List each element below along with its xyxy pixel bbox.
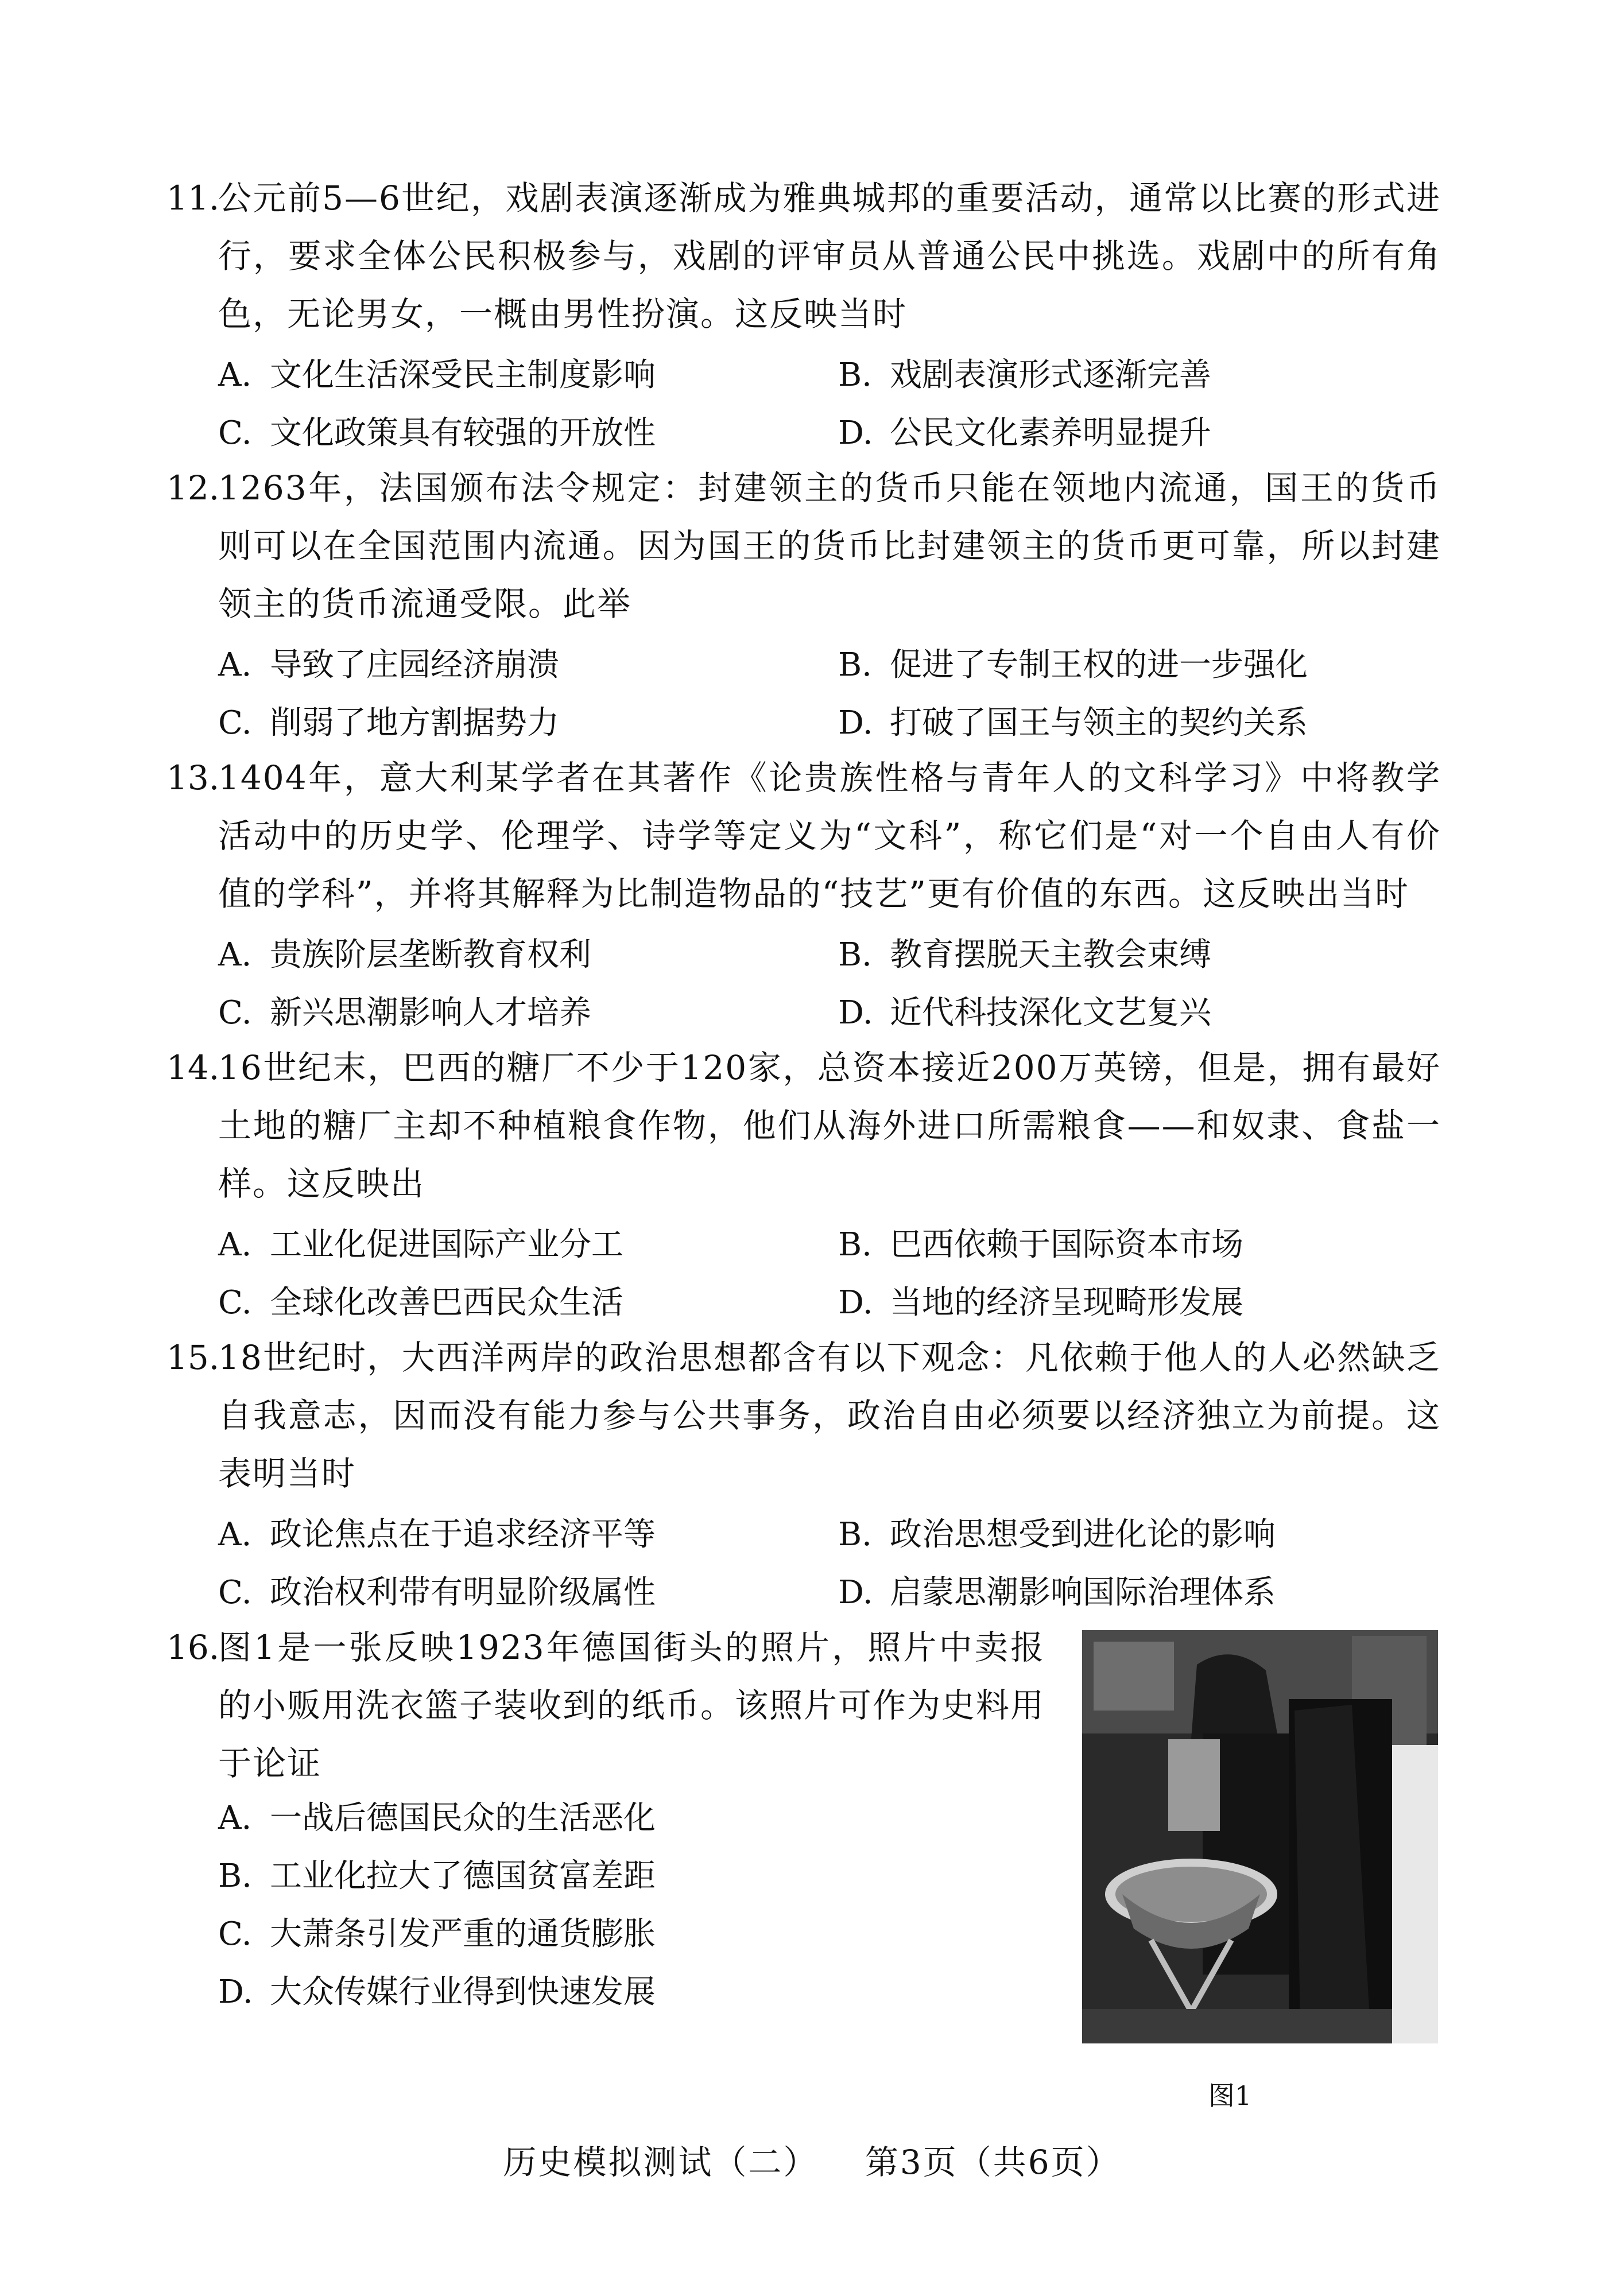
question-number: 12. — [166, 468, 220, 507]
option-c: C. 新兴思潮影响人才培养 — [218, 994, 591, 1031]
option-c: C. 大萧条引发严重的通货膨胀 — [218, 1915, 656, 1953]
question-14 — [166, 1039, 1441, 1329]
question-stem: 1263年，法国颁布法令规定：封建领主的货币只能在领地内流通，国王的货币则可以在全国范围内流通。因为国王的货币比封建领主的货币更可靠，所以封建领主的货币流通受限。此举 — [218, 468, 1441, 623]
option-c: C. 全球化改善巴西民众生活 — [218, 1283, 623, 1321]
question-15 — [166, 1329, 1441, 1619]
option-a: A. 文化生活深受民主制度影响 — [218, 356, 656, 394]
option-d: D. 启蒙思潮影响国际治理体系 — [838, 1573, 1276, 1611]
figure-caption: 图1 — [1208, 2080, 1252, 2111]
option-b: B. 教育摆脱天主教会束缚 — [838, 936, 1211, 974]
option-b: B. 戏剧表演形式逐渐完善 — [838, 356, 1211, 394]
option-list — [218, 343, 1441, 459]
question-stem: 1404年，意大利某学者在其著作《论贵族性格与青年人的文科学习》中将教学活动中的历史学、伦理学、诗学等定义为“文科”，称它们是“对一个自由人有价值的学科”，并将其解释为比制造物品的“技艺”更有价值的东西。这反映出当时 — [218, 758, 1441, 913]
option-c: C. 削弱了地方割据势力 — [218, 704, 559, 742]
option-d: D. 近代科技深化文艺复兴 — [838, 994, 1211, 1031]
question-number: 13. — [166, 758, 220, 797]
question-number: 14. — [166, 1048, 220, 1087]
newspaper-vendor-photo — [1082, 1630, 1438, 2043]
option-list — [218, 923, 1441, 1039]
option-d: D. 当地的经济呈现畸形发展 — [838, 1283, 1243, 1321]
option-b: B. 政治思想受到进化论的影响 — [838, 1515, 1276, 1553]
option-a: A. 政论焦点在于追求经济平等 — [218, 1515, 656, 1553]
page-number: 第3页（共6页） — [865, 2143, 1121, 2182]
question-stem: 公元前5—6世纪，戏剧表演逐渐成为雅典城邦的重要活动，通常以比赛的形式进行，要求全体公民积极参与，戏剧的评审员从普通公民中挑选。戏剧中的所有角色，无论男女，一概由男性扮演。这反映当时 — [218, 179, 1441, 333]
option-d: D. 大众传媒行业得到快速发展 — [218, 1973, 656, 2011]
question-stem: 16世纪末，巴西的糖厂不少于120家，总资本接近200万英镑，但是，拥有最好土地的糖厂主却不种植粮食作物，他们从海外进口所需粮食——和奴隶、食盐一样。这反映出 — [218, 1048, 1441, 1203]
option-b: B. 工业化拉大了德国贫富差距 — [218, 1857, 656, 1895]
option-c: C. 政治权利带有明显阶级属性 — [218, 1573, 656, 1611]
option-list — [218, 1213, 1441, 1329]
question-13 — [166, 749, 1441, 1039]
question-number: 16. — [166, 1628, 220, 1667]
option-b: B. 促进了专制王权的进一步强化 — [838, 646, 1308, 684]
option-b: B. 巴西依赖于国际资本市场 — [838, 1225, 1243, 1263]
option-a: A. 贵族阶层垄断教育权利 — [218, 936, 591, 974]
question-11 — [166, 169, 1441, 459]
exam-title: 历史模拟测试（二） — [503, 2143, 819, 2182]
question-16 — [166, 1619, 1062, 2024]
option-list — [218, 1793, 1062, 2024]
option-list — [218, 1503, 1441, 1619]
question-number: 11. — [166, 179, 220, 218]
option-a: A. 导致了庄园经济崩溃 — [218, 646, 559, 684]
question-12 — [166, 459, 1441, 749]
option-c: C. 文化政策具有较强的开放性 — [218, 414, 656, 452]
page-footer — [0, 2135, 1624, 2183]
option-d: D. 公民文化素养明显提升 — [838, 414, 1211, 452]
figure-1-photo — [1082, 1630, 1438, 2043]
option-list — [218, 633, 1441, 749]
option-a: A. 一战后德国民众的生活恶化 — [218, 1799, 656, 1837]
question-stem: 18世纪时，大西洋两岸的政治思想都含有以下观念：凡依赖于他人的人必然缺乏自我意志，因而没有能力参与公共事务，政治自由必须要以经济独立为前提。这表明当时 — [218, 1338, 1441, 1493]
question-number: 15. — [166, 1338, 220, 1377]
question-stem: 图1是一张反映1923年德国街头的照片，照片中卖报的小贩用洗衣篮子装收到的纸币。该照片可作为史料用于论证 — [218, 1628, 1045, 1783]
option-d: D. 打破了国王与领主的契约关系 — [838, 704, 1308, 742]
option-a: A. 工业化促进国际产业分工 — [218, 1225, 623, 1263]
